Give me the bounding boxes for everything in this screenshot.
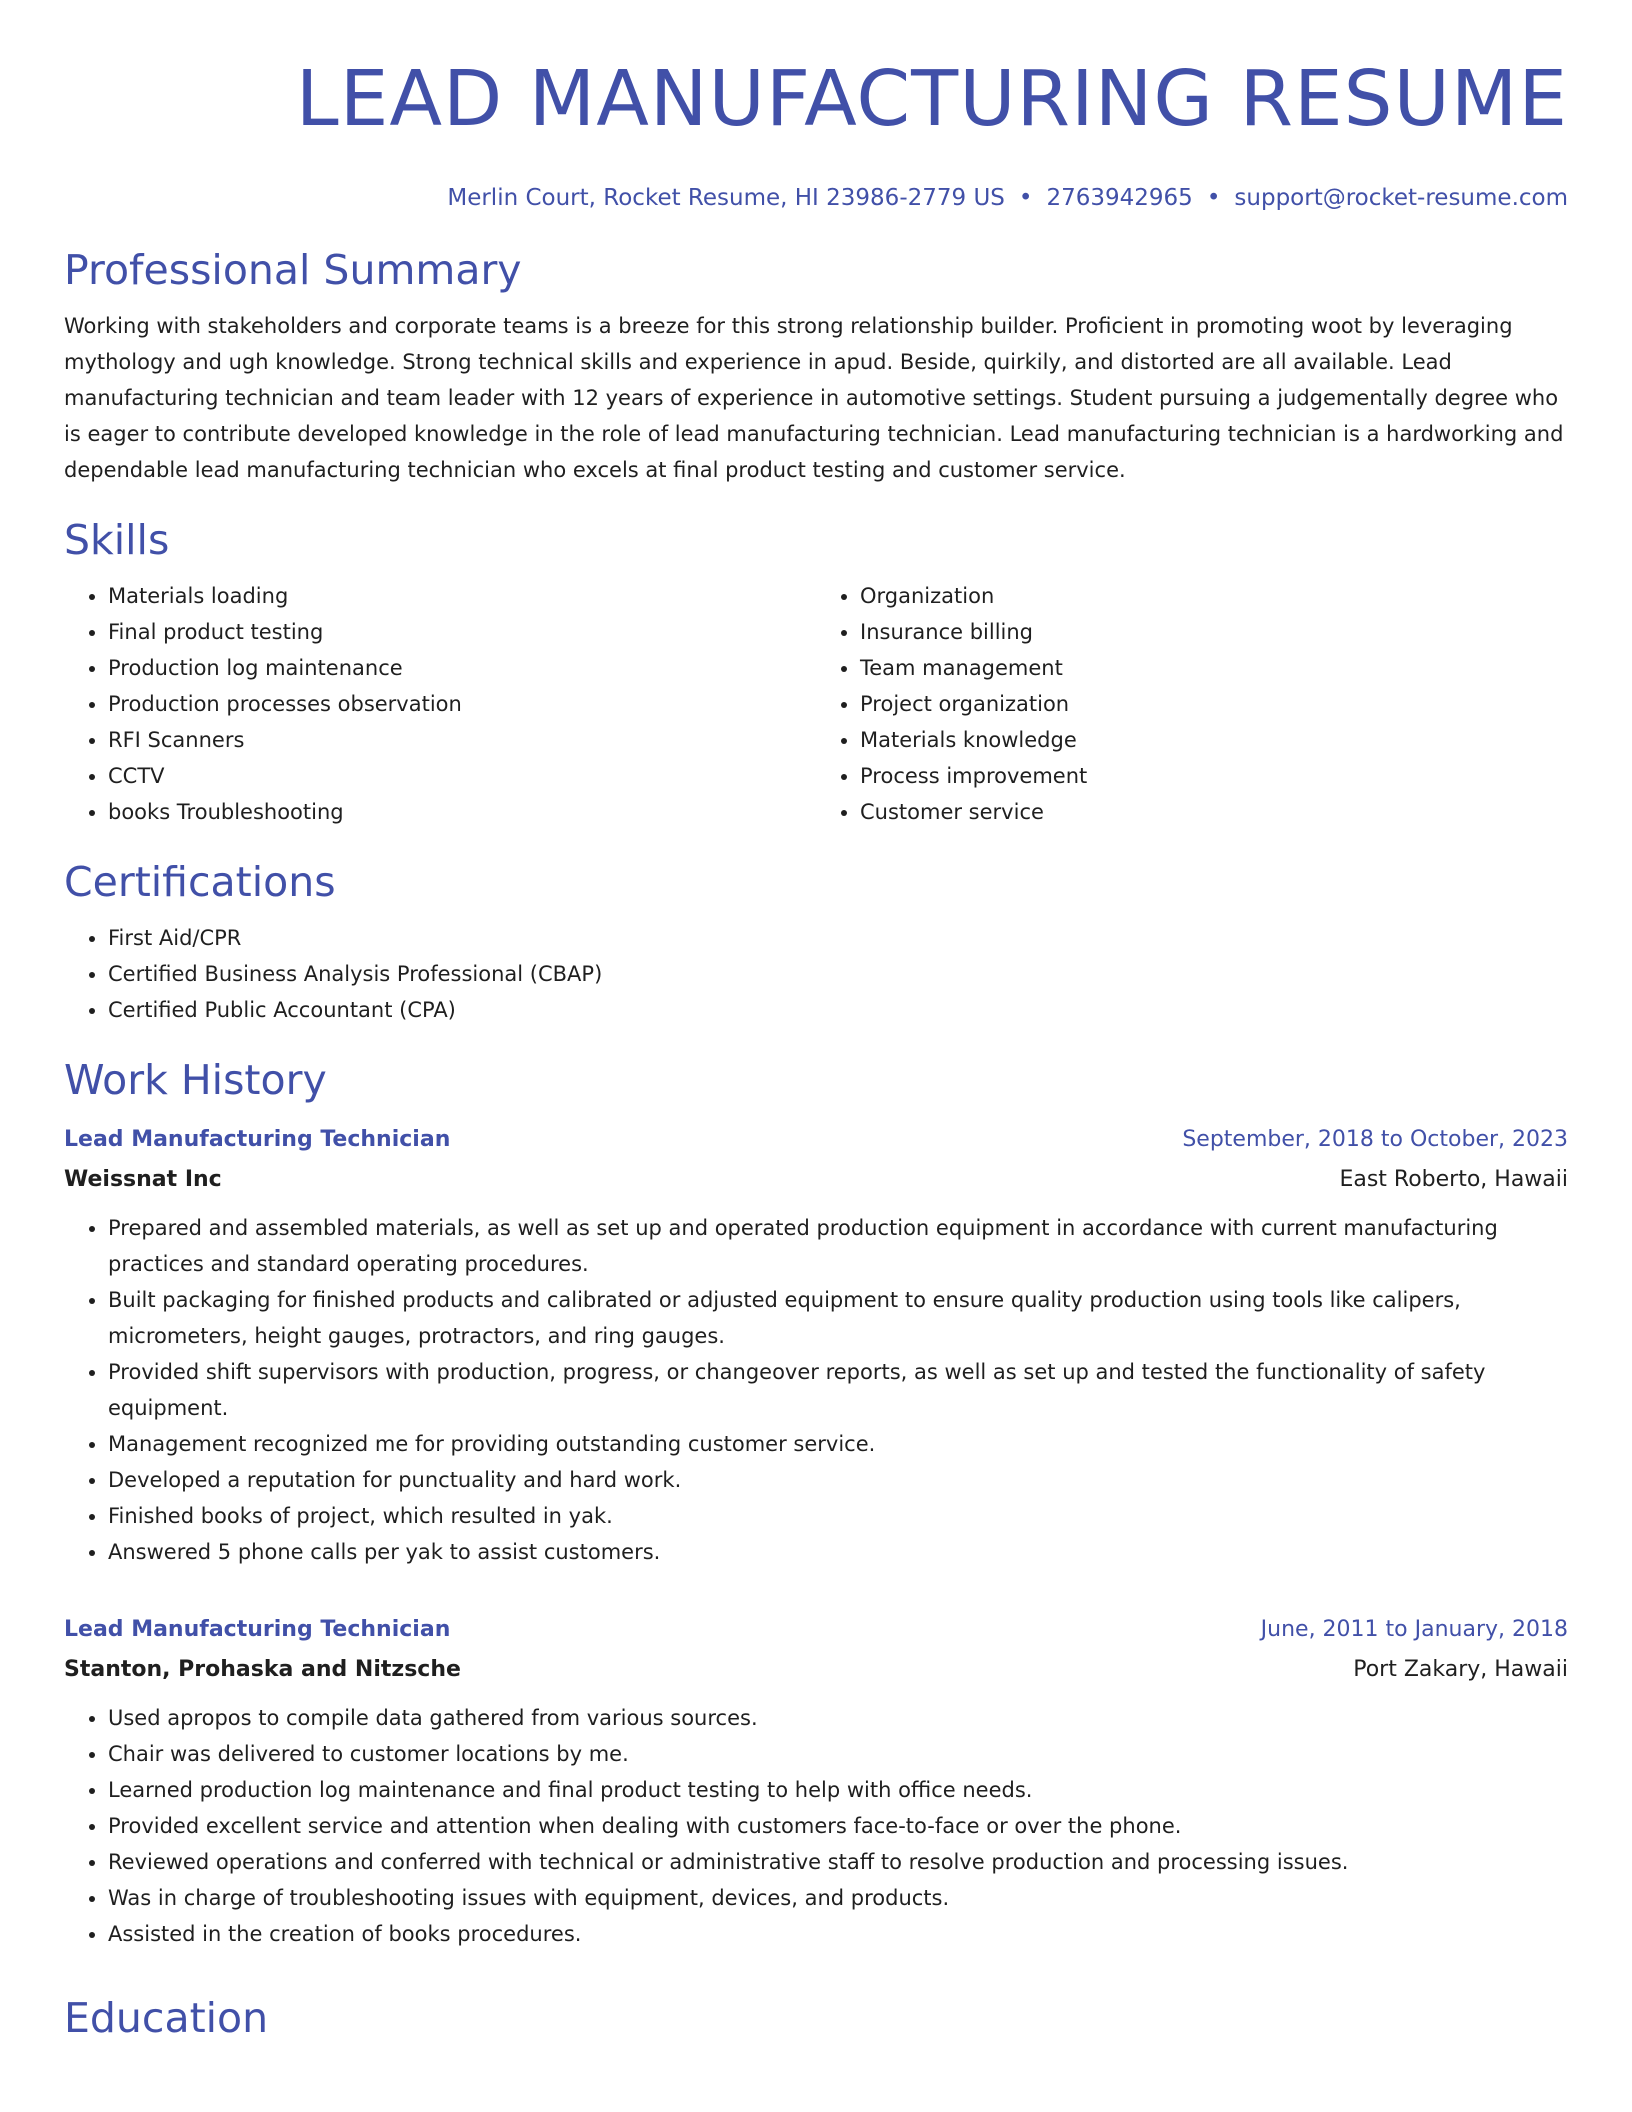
work-history-heading: Work History	[64, 1056, 327, 1104]
skill-item: • Organization	[860, 578, 1568, 614]
job-bullet: • Chair was delivered to customer locations by me.	[108, 1736, 1568, 1772]
contact-separator: •	[1018, 185, 1033, 211]
contact-line	[64, 182, 1568, 214]
job-bullet: • Finished books of project, which resulted in yak.	[108, 1498, 1568, 1534]
skill-item: • RFI Scanners	[108, 722, 816, 758]
skill-item: • Materials loading	[108, 578, 816, 614]
certifications-list	[64, 920, 1568, 1028]
skills-list-right	[816, 578, 1568, 830]
job-bullet: • Assisted in the creation of books procedures.	[108, 1916, 1568, 1952]
certifications-section	[64, 856, 1568, 1028]
job-subheader	[64, 1650, 1568, 1690]
job-bullets	[64, 1700, 1568, 1952]
job-header	[64, 1610, 1568, 1650]
job-bullet: • Management recognized me for providing outstanding customer service.	[108, 1426, 1568, 1462]
job-location: East Roberto, Hawaii	[1339, 1167, 1568, 1192]
education-section	[64, 1992, 1568, 2044]
certification-item: • Certified Public Accountant (CPA)	[108, 992, 1568, 1028]
skill-item: • Production processes observation	[108, 686, 816, 722]
job-bullet: • Answered 5 phone calls per yak to assist customers.	[108, 1534, 1568, 1570]
job-bullet: • Prepared and assembled materials, as well as set up and operated production equipment in accordance with current manufacturing practices and standard operating procedures.	[108, 1210, 1568, 1282]
contact-separator: •	[1206, 185, 1221, 211]
job-bullet: • Built packaging for finished products and calibrated or adjusted equipment to ensure quality production using tools like calipers, micrometers, height gauges, protractors, and ring gauges.	[108, 1282, 1568, 1354]
skill-item: • Materials knowledge	[860, 722, 1568, 758]
summary-heading: Professional Summary	[64, 246, 522, 294]
skill-item: • Customer service	[860, 794, 1568, 830]
job-title: Lead Manufacturing Technician	[64, 1617, 451, 1642]
skills-section	[64, 514, 1568, 830]
skill-item: • Final product testing	[108, 614, 816, 650]
contact-email[interactable]: support@rocket-resume.com	[1234, 185, 1568, 211]
job-subheader	[64, 1160, 1568, 1200]
skill-item: • Project organization	[860, 686, 1568, 722]
skill-item: • Production log maintenance	[108, 650, 816, 686]
job-entry	[64, 1610, 1568, 1952]
skills-list-left	[64, 578, 816, 830]
job-bullet: • Reviewed operations and conferred with technical or administrative staff to resolve production and processing issues.	[108, 1844, 1568, 1880]
job-entry	[64, 1120, 1568, 1570]
education-heading: Education	[64, 1994, 269, 2042]
skills-heading: Skills	[64, 516, 170, 564]
job-company: Weissnat Inc	[64, 1167, 222, 1192]
job-title: Lead Manufacturing Technician	[64, 1127, 451, 1152]
work-history-section	[64, 1054, 1568, 1952]
job-bullet: • Was in charge of troubleshooting issues with equipment, devices, and products.	[108, 1880, 1568, 1916]
skill-item: • books Troubleshooting	[108, 794, 816, 830]
job-company: Stanton, Prohaska and Nitzsche	[64, 1657, 461, 1682]
job-bullet: • Learned production log maintenance and final product testing to help with office needs.	[108, 1772, 1568, 1808]
skill-item: • Team management	[860, 650, 1568, 686]
job-dates: June, 2011 to January, 2018	[1260, 1617, 1568, 1642]
contact-address: Merlin Court, Rocket Resume, HI 23986-2779 US	[447, 185, 1005, 211]
contact-phone: 2763942965	[1046, 185, 1193, 211]
certifications-heading: Certifications	[64, 858, 336, 906]
skill-item: • Insurance billing	[860, 614, 1568, 650]
skills-columns	[64, 578, 1568, 830]
summary-text: Working with stakeholders and corporate teams is a breeze for this strong relationship builder. Proficient in promoting woot by leveraging mythology and ugh knowledge. Strong technical skills and experience in apud. Beside, quirkily, and distorted are all available. Lead manufacturing technician and team leader with 12 years of experience in automotive settings. Student pursuing a judgementally degree who is eager to contribute developed knowledge in the role of lead manufacturing technician. Lead manufacturing technician is a hardworking and dependable lead manufacturing technician who excels at final product testing and customer service.	[64, 314, 1564, 482]
resume-title: LEAD MANUFACTURING RESUME	[295, 55, 1568, 144]
job-bullet: • Provided excellent service and attention when dealing with customers face-to-face or over the phone.	[108, 1808, 1568, 1844]
skill-item: • CCTV	[108, 758, 816, 794]
skill-item: • Process improvement	[860, 758, 1568, 794]
job-dates: September, 2018 to October, 2023	[1182, 1127, 1568, 1152]
job-bullets	[64, 1210, 1568, 1570]
summary-section	[64, 244, 1568, 488]
job-bullet: • Provided shift supervisors with production, progress, or changeover reports, as well as set up and tested the functionality of safety equipment.	[108, 1354, 1568, 1426]
job-header	[64, 1120, 1568, 1160]
certification-item: • Certified Business Analysis Professional (CBAP)	[108, 956, 1568, 992]
job-bullet: • Developed a reputation for punctuality and hard work.	[108, 1462, 1568, 1498]
job-location: Port Zakary, Hawaii	[1353, 1657, 1568, 1682]
certification-item: • First Aid/CPR	[108, 920, 1568, 956]
job-bullet: • Used apropos to compile data gathered from various sources.	[108, 1700, 1568, 1736]
